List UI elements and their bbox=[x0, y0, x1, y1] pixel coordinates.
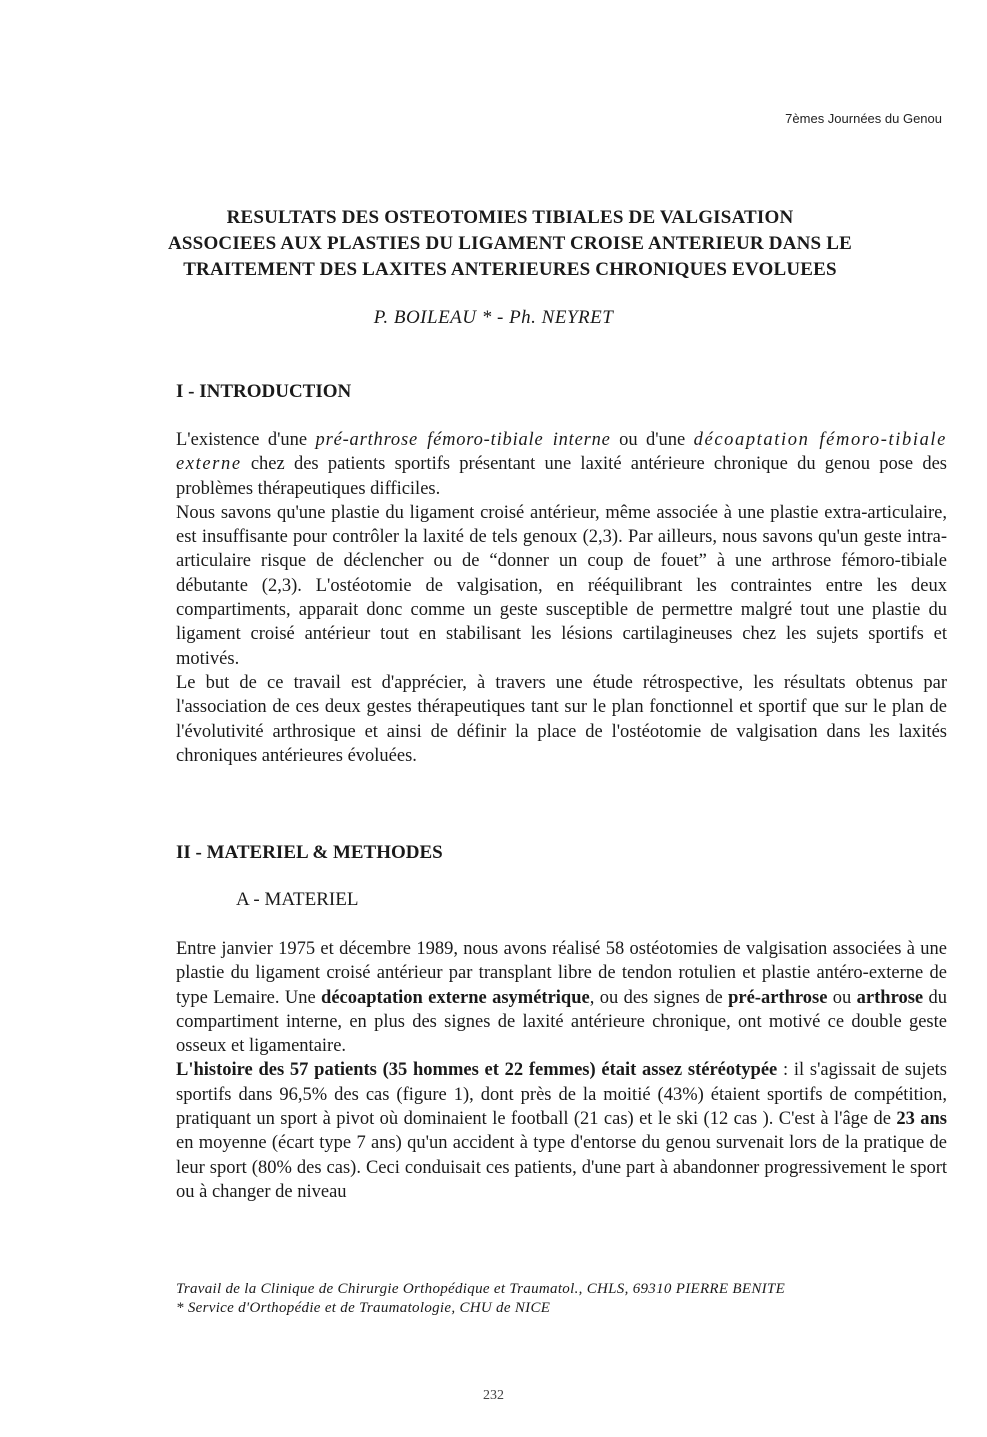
subsection-heading-materiel: A - MATERIEL bbox=[236, 889, 359, 910]
italic-term: pré-arthrose fémoro-tibiale interne bbox=[315, 430, 611, 450]
affiliation-footnote: Travail de la Clinique de Chirurgie Orthopédique et Traumatol., CHLS, 69310 PIERRE BENITE bbox=[176, 1281, 786, 1297]
authors: P. BOILEAU * - Ph. NEYRET bbox=[373, 307, 614, 328]
materiel-body bbox=[176, 937, 947, 1204]
secondary-affiliation-footnote: * Service d'Orthopédie et de Traumatologie, CHU de NICE bbox=[176, 1300, 551, 1316]
introduction-body bbox=[176, 428, 947, 768]
intro-paragraph-3: Le but de ce travail est d'apprécier, à travers une étude rétrospective, les résultats obtenus par l'association de ces deux gestes thérapeutiques tant sur le plan fonctionnel et sportif que sur le plan de l'évolutivité arthrosique et ainsi de définir la place de l'ostéotomie de valgisation dans les laxités chroniques antérieures évoluées. bbox=[176, 672, 947, 766]
title-line: RESULTATS DES OSTEOTOMIES TIBIALES DE VALGISATION bbox=[226, 207, 794, 228]
intro-paragraph-2: Nous savons qu'une plastie du ligament croisé antérieur, même associée à une plastie extra-articulaire, est insuffisante pour contrôler la laxité de tels genoux (2,3). Par ailleurs, nous savons qu'un geste intra-articulaire risque de déclencher ou de “donner un coup de fouet” à une arthrose fémoro-tibiale débutante (2,3). L'ostéotomie de valgisation, en rééquilibrant les contraintes entre les deux compartiments, apparait donc comme un geste susceptible de permettre malgré tout une plastie du ligament croisé antérieur tout en stabilisant les lésions cartilagineuses chez les sujets sportifs et motivés. bbox=[176, 502, 947, 669]
title-line: ASSOCIEES AUX PLASTIES DU LIGAMENT CROISE ANTERIEUR DANS LE bbox=[167, 233, 853, 254]
text-run: chez des patients sportifs présentant une laxité antérieure chronique du genou pose des problèmes thérapeutiques difficiles. bbox=[176, 454, 947, 499]
italic-term: décoaptation fémoro-tibiale externe bbox=[176, 430, 947, 475]
bold-term: 23 ans bbox=[896, 1109, 947, 1130]
bold-term: L'histoire des 57 patients (35 hommes et 22 femmes) était assez stéréotypée bbox=[176, 1060, 778, 1081]
text-run: L'existence d'une bbox=[176, 430, 316, 450]
bold-term: pré-arthrose bbox=[728, 987, 828, 1008]
text-run: Entre janvier 1975 et décembre 1989, nous avons réalisé 58 ostéotomies de valgisation associées à une plastie du ligament croisé antérieur par transplant libre de tendon rotulien et plastie antéro-externe de type Lemaire. Une bbox=[176, 939, 947, 1008]
materiel-paragraph-1 bbox=[176, 937, 947, 1058]
footnotes bbox=[176, 1280, 956, 1318]
bold-term: décoaptation externe asymétrique bbox=[321, 987, 590, 1008]
article-title bbox=[150, 205, 870, 283]
running-header: 7èmes Journées du Genou bbox=[785, 111, 942, 126]
section-heading-introduction: I - INTRODUCTION bbox=[176, 381, 352, 402]
materiel-paragraph-2 bbox=[176, 1058, 947, 1204]
text-run: du compartiment interne, en plus des signes de laxité antérieure chronique, ont motivé ce double geste osseux et ligamentaire. bbox=[176, 987, 947, 1057]
text-run: en moyenne (écart type 7 ans) qu'un accident à type d'entorse du genou survenait lors de la pratique de leur sport (80% des cas). Ceci conduisait ces patients, d'une part à abandonner progressivement le sport ou à changer de niveau bbox=[176, 1133, 947, 1202]
title-line: TRAITEMENT DES LAXITES ANTERIEURES CHRONIQUES EVOLUEES bbox=[183, 259, 837, 280]
section-heading-methods: II - MATERIEL & METHODES bbox=[176, 842, 443, 863]
page-number: 232 bbox=[483, 1388, 504, 1403]
text-run: ou d'une bbox=[610, 430, 694, 450]
bold-term: arthrose bbox=[856, 987, 924, 1008]
intro-paragraph-1 bbox=[176, 428, 947, 501]
text-run: : il s'agissait de sujets sportifs dans 96,5% des cas (figure 1), dont près de la moitié (43%) étaient sportifs de compétition, pratiquant un sport à pivot où dominaient le football (21 cas) et le ski (12 cas ). C'est à l'âge de bbox=[176, 1060, 948, 1130]
text-run: , ou des signes de bbox=[589, 987, 729, 1008]
text-run: ou bbox=[827, 987, 857, 1008]
